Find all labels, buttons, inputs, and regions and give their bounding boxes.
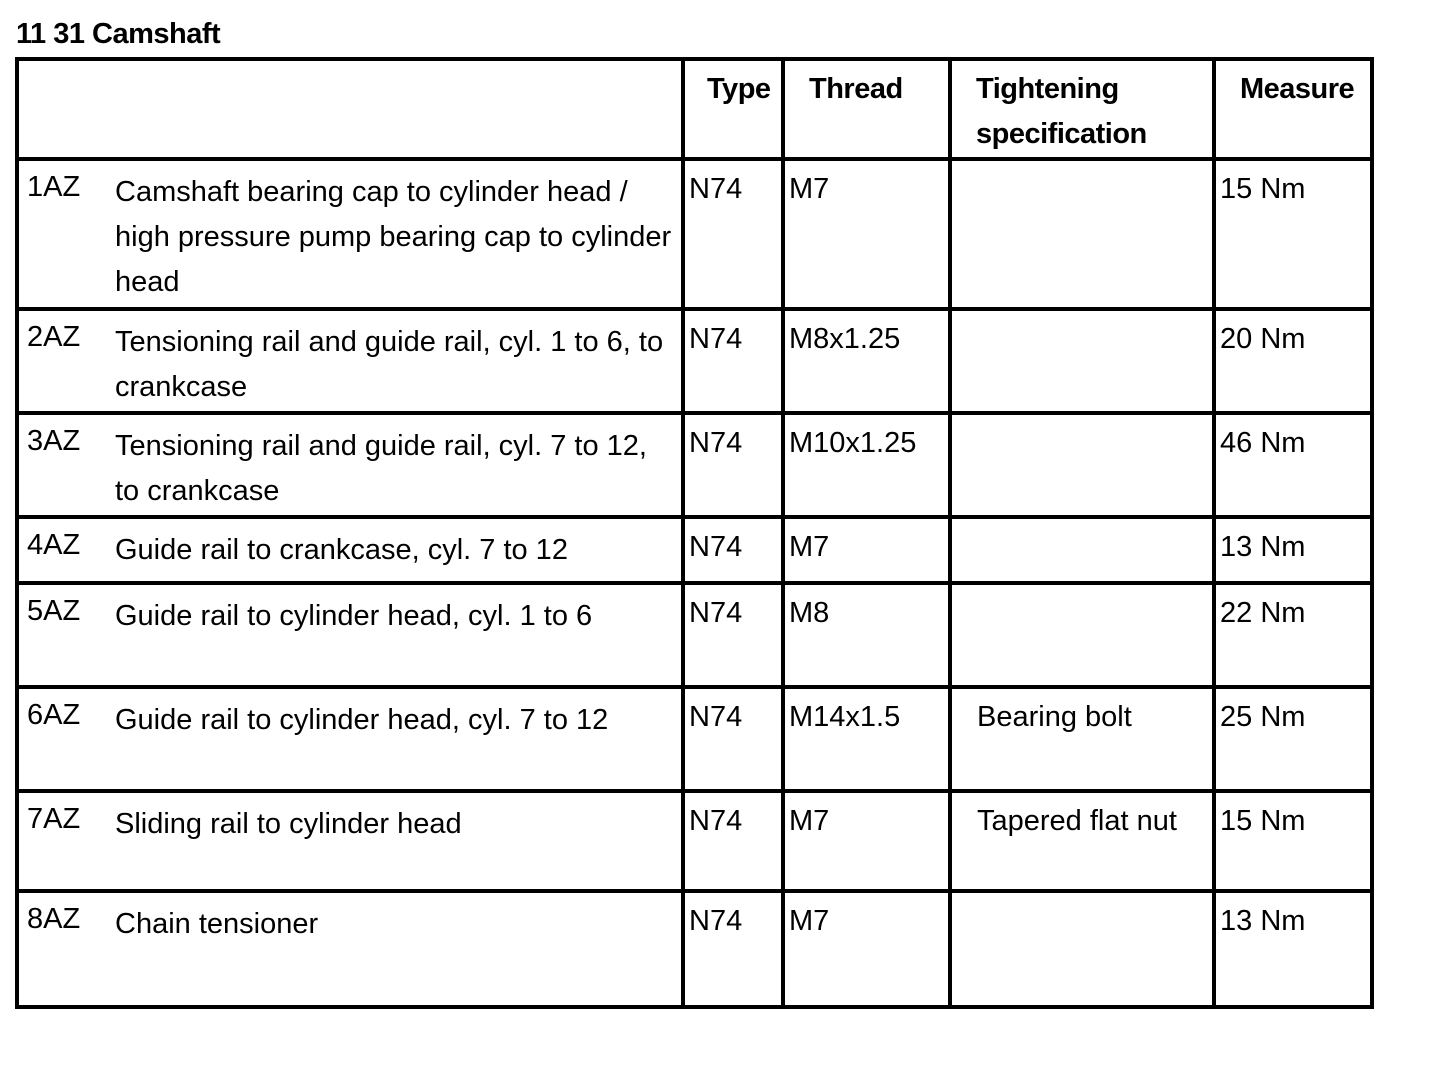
type-cell: N74 bbox=[683, 517, 783, 583]
measure-cell: 25 Nm bbox=[1214, 687, 1372, 791]
table-header-row bbox=[17, 59, 1372, 159]
measure-cell: 15 Nm bbox=[1214, 159, 1372, 309]
table-row bbox=[17, 517, 1372, 583]
position-cell bbox=[17, 413, 683, 517]
torque-spec-table bbox=[15, 57, 1374, 1009]
position-cell bbox=[17, 309, 683, 413]
tightening-cell bbox=[950, 583, 1214, 687]
table-row bbox=[17, 791, 1372, 891]
position-id: 5AZ bbox=[27, 595, 81, 627]
position-cell bbox=[17, 687, 683, 791]
position-description: Guide rail to crankcase, cyl. 7 to 12 bbox=[115, 534, 568, 566]
tightening-cell bbox=[950, 309, 1214, 413]
thread-cell: M14x1.5 bbox=[783, 687, 950, 791]
position-cell bbox=[17, 159, 683, 309]
position-id: 2AZ bbox=[27, 321, 81, 353]
position-description: Guide rail to cylinder head, cyl. 7 to 12 bbox=[115, 704, 609, 736]
tightening-cell bbox=[950, 413, 1214, 517]
thread-cell: M8x1.25 bbox=[783, 309, 950, 413]
thread-cell: M7 bbox=[783, 159, 950, 309]
header-measure: Measure bbox=[1214, 59, 1372, 159]
type-cell: N74 bbox=[683, 687, 783, 791]
type-cell: N74 bbox=[683, 791, 783, 891]
position-description: Sliding rail to cylinder head bbox=[115, 808, 462, 840]
measure-cell: 13 Nm bbox=[1214, 891, 1372, 1007]
header-position bbox=[17, 59, 683, 159]
page-title: 11 31 Camshaft bbox=[16, 18, 221, 50]
tightening-cell bbox=[950, 517, 1214, 583]
thread-cell: M7 bbox=[783, 891, 950, 1007]
thread-cell: M8 bbox=[783, 583, 950, 687]
table-row bbox=[17, 583, 1372, 687]
thread-cell: M10x1.25 bbox=[783, 413, 950, 517]
header-thread: Thread bbox=[783, 59, 950, 159]
type-cell: N74 bbox=[683, 413, 783, 517]
position-cell bbox=[17, 891, 683, 1007]
type-cell: N74 bbox=[683, 891, 783, 1007]
position-id: 8AZ bbox=[27, 903, 81, 935]
type-cell: N74 bbox=[683, 159, 783, 309]
measure-cell: 22 Nm bbox=[1214, 583, 1372, 687]
table-row bbox=[17, 309, 1372, 413]
position-cell bbox=[17, 517, 683, 583]
position-description: Tensioning rail and guide rail, cyl. 1 to 6, to crankcase bbox=[115, 326, 664, 403]
position-description: Camshaft bearing cap to cylinder head / high pressure pump bearing cap to cylinder head bbox=[115, 176, 672, 298]
measure-cell: 13 Nm bbox=[1214, 517, 1372, 583]
table-row bbox=[17, 413, 1372, 517]
position-description: Guide rail to cylinder head, cyl. 1 to 6 bbox=[115, 600, 593, 632]
table-row bbox=[17, 159, 1372, 309]
header-type: Type bbox=[683, 59, 783, 159]
measure-cell: 46 Nm bbox=[1214, 413, 1372, 517]
thread-cell: M7 bbox=[783, 791, 950, 891]
position-description: Tensioning rail and guide rail, cyl. 7 to 12, to crankcase bbox=[115, 430, 647, 507]
header-tightening: Tightening specification bbox=[950, 59, 1214, 159]
tightening-cell bbox=[950, 891, 1214, 1007]
tightening-cell: Tapered flat nut bbox=[950, 791, 1214, 891]
type-cell: N74 bbox=[683, 583, 783, 687]
thread-cell: M7 bbox=[783, 517, 950, 583]
table-row bbox=[17, 891, 1372, 1007]
table-row bbox=[17, 687, 1372, 791]
measure-cell: 15 Nm bbox=[1214, 791, 1372, 891]
type-cell: N74 bbox=[683, 309, 783, 413]
position-cell bbox=[17, 791, 683, 891]
position-cell bbox=[17, 583, 683, 687]
measure-cell: 20 Nm bbox=[1214, 309, 1372, 413]
position-id: 3AZ bbox=[27, 425, 81, 457]
tightening-cell: Bearing bolt bbox=[950, 687, 1214, 791]
position-id: 4AZ bbox=[27, 529, 81, 561]
position-id: 1AZ bbox=[27, 171, 81, 203]
position-id: 6AZ bbox=[27, 699, 81, 731]
position-id: 7AZ bbox=[27, 803, 81, 835]
position-description: Chain tensioner bbox=[115, 908, 319, 940]
tightening-cell bbox=[950, 159, 1214, 309]
